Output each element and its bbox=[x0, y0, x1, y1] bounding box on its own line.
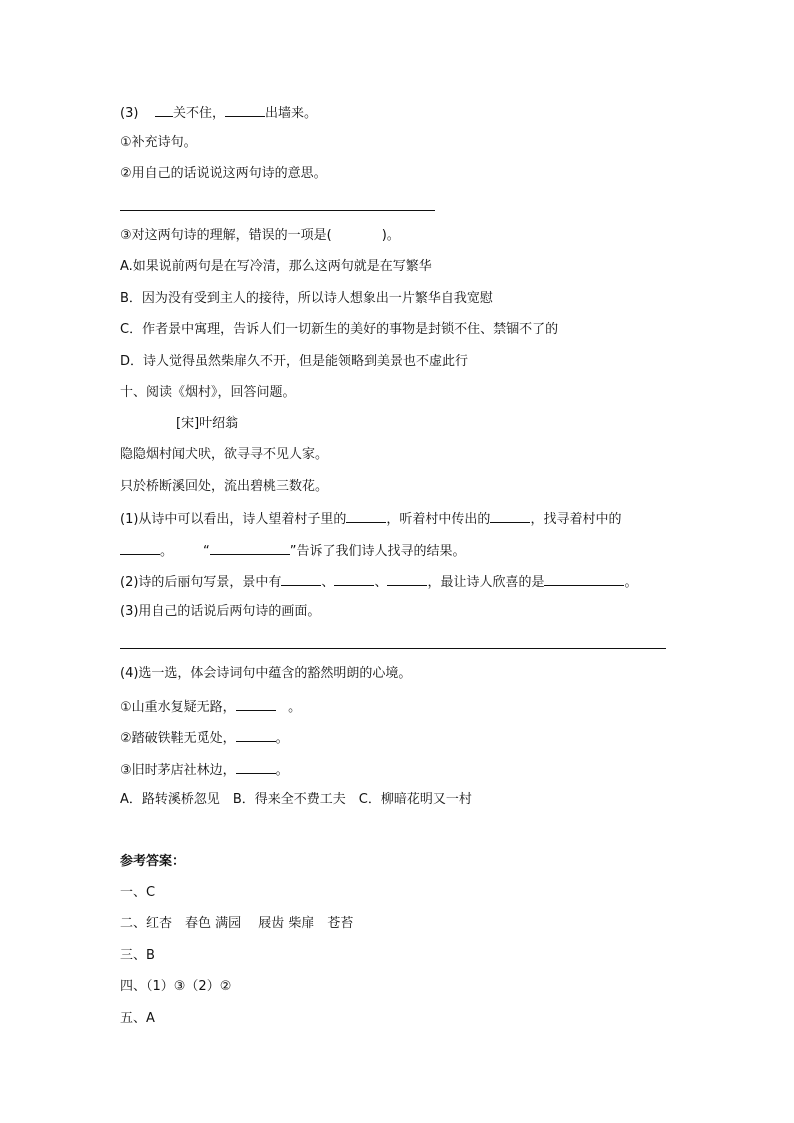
q10-p1-text-f: ”告诉了我们诗人找寻的结果。 bbox=[289, 544, 466, 559]
answer-line bbox=[120, 648, 666, 649]
q3-option-a: A.如果说前两句是在写冷清，那么这两句就是在写繁华 bbox=[120, 259, 432, 274]
q3-option-d: D．诗人觉得虽然柴扉久不开，但是能领略到美景也不虚此行 bbox=[120, 354, 469, 369]
q3-sub3 bbox=[120, 227, 400, 245]
q10-p4-item-3 bbox=[120, 760, 289, 780]
blank bbox=[155, 103, 173, 117]
q3-part2: 出墙来。 bbox=[264, 106, 317, 121]
q3-sub3-end: )。 bbox=[381, 228, 400, 243]
q10-p4-item-text: ①山重水复疑无路， bbox=[120, 700, 236, 715]
q10-p4-item-1 bbox=[120, 697, 301, 717]
q10-p1-line2 bbox=[120, 541, 466, 561]
blank bbox=[346, 509, 386, 523]
q10-p4-end: 。 bbox=[288, 700, 302, 715]
q10-p1-line1 bbox=[120, 509, 621, 529]
answer-line bbox=[120, 210, 435, 211]
poem-line-2: 只於桥断溪回处，流出碧桃三数花。 bbox=[120, 479, 329, 494]
q10-p4-end: 。 bbox=[275, 763, 289, 778]
blank bbox=[210, 541, 290, 555]
q10-p2-sep: 、 bbox=[374, 575, 388, 590]
q3-option-c: C．作者景中寓理，告诉人们一切新生的美好的事物是封锁不住、禁锢不了的 bbox=[120, 322, 559, 337]
q10-p2-sep: 、 bbox=[321, 575, 335, 590]
q10-p1-text-d: 。 bbox=[160, 544, 174, 559]
blank bbox=[225, 103, 265, 117]
q3-number: (3) bbox=[120, 106, 139, 121]
q10-p1-text-a: (1)从诗中可以看出，诗人望着村子里的 bbox=[120, 512, 347, 527]
blank bbox=[120, 541, 160, 555]
blank bbox=[281, 572, 321, 586]
q10-heading: 十、阅读《烟村》，回答问题。 bbox=[120, 385, 296, 400]
blank bbox=[236, 697, 276, 711]
q10-p3: (3)用自己的话说后两句诗的画面。 bbox=[120, 604, 321, 619]
q10-p4-item-text: ②踏破铁鞋无觅处， bbox=[120, 731, 236, 746]
q10-p1-text-e: “ bbox=[203, 544, 210, 559]
q10-p4-options: A．路转溪桥忽见 B．得来全不费工夫 C．柳暗花明又一村 bbox=[120, 792, 472, 807]
answer-line-5: 五、A bbox=[120, 1011, 155, 1026]
blank bbox=[544, 572, 624, 586]
q3-sub3-text: ③对这两句诗的理解，错误的一项是( bbox=[120, 228, 332, 243]
q3-part1: 关不住， bbox=[172, 106, 225, 121]
blank bbox=[236, 760, 276, 774]
q10-p4: (4)选一选，体会诗词句中蕴含的豁然明朗的心境。 bbox=[120, 666, 412, 681]
q10-p2-text-a: (2)诗的后丽句写景，景中有 bbox=[120, 575, 282, 590]
q3-sub1: ①补充诗句。 bbox=[120, 135, 197, 150]
blank bbox=[387, 572, 427, 586]
answers-heading: 参考答案： bbox=[120, 854, 186, 869]
blank bbox=[490, 509, 530, 523]
q3-fill-line bbox=[120, 103, 317, 123]
q3-option-b: B．因为没有受到主人的接待，所以诗人想象出一片繁华自我宽慰 bbox=[120, 291, 493, 306]
q10-p2 bbox=[120, 572, 637, 592]
q10-p2-end: 。 bbox=[624, 575, 638, 590]
q10-p2-text-b: ，最让诗人欣喜的是 bbox=[427, 575, 545, 590]
q10-p4-item-text: ③旧时茅店社林边， bbox=[120, 763, 236, 778]
blank bbox=[236, 728, 276, 742]
answer-line-1: 一、C bbox=[120, 885, 156, 900]
answer-line-3: 三、B bbox=[120, 948, 155, 963]
answer-line-2: 二、红杏 春色 满园 屐齿 柴扉 苍苔 bbox=[120, 916, 354, 931]
blank bbox=[334, 572, 374, 586]
poem-author: [宋]叶绍翁 bbox=[176, 416, 239, 431]
q3-sub2: ②用自己的话说说这两句诗的意思。 bbox=[120, 166, 327, 181]
answer-line-4: 四、（1）③（2）② bbox=[120, 979, 232, 994]
q10-p4-item-2 bbox=[120, 728, 289, 748]
q10-p4-end: 。 bbox=[275, 731, 289, 746]
q10-p1-text-c: ，找寻着村中的 bbox=[530, 512, 622, 527]
poem-line-1: 隐隐烟村闻犬吠，欲寻寻不见人家。 bbox=[120, 447, 329, 462]
q10-p1-text-b: ，听着村中传出的 bbox=[386, 512, 491, 527]
